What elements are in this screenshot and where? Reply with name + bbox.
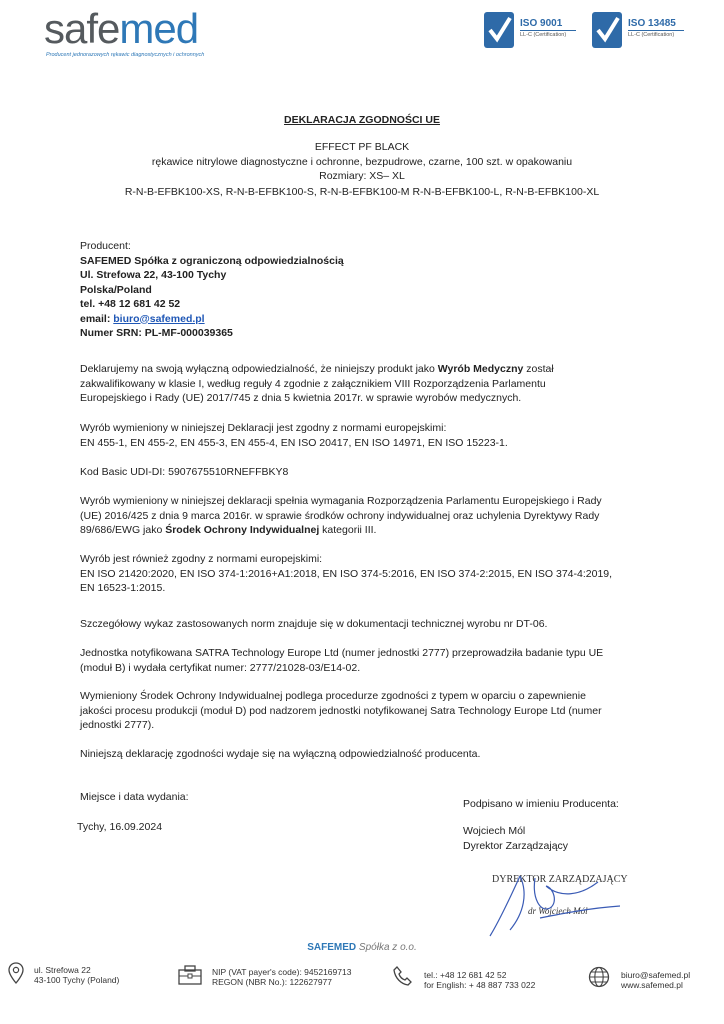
- registry-icon: [178, 965, 202, 985]
- footer-nip: NIP (VAT payer's code): 9452169713: [212, 967, 352, 977]
- text-bold: Środek Ochrony Indywidualnej: [165, 524, 320, 536]
- line: Europejskiego i Rady (UE) 2017/745 z dnia 5 kwietnia 2017r. w sprawie wyrobów medycznych.: [80, 392, 522, 404]
- footer-phones: [424, 970, 535, 990]
- line: jakości procesu produkcji (moduł D) pod nadzorem jednostki notyfikowanej Satra Technology Europe Ltd (numer: [80, 704, 602, 717]
- signer-role: Dyrektor Zarządzający: [463, 840, 569, 852]
- stamp-line-2: dr Wojciech Mól: [528, 906, 588, 916]
- company-logo: [44, 5, 244, 58]
- iso-9001-badge: [484, 12, 584, 54]
- producer-block: [80, 239, 640, 341]
- logo-wordmark: [44, 6, 198, 52]
- location-pin-icon: [8, 962, 24, 984]
- line: (UE) 2016/425 z dnia 9 marca 2016r. w sprawie środków ochrony indywidualnej oraz uchylenia Dyrektywy Rady: [80, 509, 600, 522]
- signer-name: Wojciech Mól: [463, 825, 526, 837]
- paragraph-declaration: [80, 362, 640, 406]
- line: Wyrób wymieniony w niniejszej Deklaracji jest zgodny z normami europejskimi:: [80, 422, 447, 434]
- line: jednostki 2777).: [80, 719, 155, 731]
- line: (moduł B) i wydała certyfikat numer: 2777/21028-03/E14-02.: [80, 661, 361, 674]
- producer-name: SAFEMED Spółka z ograniczoną odpowiedzialnością: [80, 254, 344, 267]
- producer-label: Producent:: [80, 240, 131, 252]
- signed-label: Podpisano w imieniu Producenta:: [463, 798, 619, 810]
- paragraph-tech-docs: Szczegółowy wykaz zastosowanych norm znajduje się w dokumentacji technicznej wyrobu nr DT-06.: [80, 618, 548, 630]
- iso-9001-underline: [520, 30, 576, 31]
- producer-tel: tel. +48 12 681 42 52: [80, 298, 181, 310]
- text: 89/686/EWG jako: [80, 524, 166, 536]
- iso-13485-badge: [592, 12, 692, 54]
- line: [80, 362, 640, 377]
- product-description: rękawice nitrylowe diagnostyczne i ochronne, bezpudrowe, czarne, 100 szt. w opakowaniu: [151, 156, 573, 168]
- footer-address-line-1: ul. Strefowa 22: [34, 965, 91, 975]
- producer-email-link[interactable]: biuro@safemed.pl: [113, 312, 205, 325]
- producer-email-label: email:: [80, 312, 114, 325]
- producer-srn: Numer SRN: PL-MF-000039365: [80, 327, 233, 339]
- paragraph-ppe-regulation: [80, 494, 640, 538]
- footer-company: [0, 942, 724, 953]
- globe-icon: [588, 966, 610, 988]
- line: Wyrób wymieniony w niniejszej deklaracji spełnia wymagania Rozporządzenia Parlamentu Europejskiego i Rady: [80, 495, 602, 507]
- product-sizes: Rozmiary: XS– XL: [319, 170, 405, 182]
- footer-company-name: SAFEMED: [307, 942, 357, 953]
- place-label: Miejsce i data wydania:: [80, 791, 189, 803]
- paragraph-notified-body: [80, 646, 640, 675]
- check-icon: [592, 12, 622, 50]
- text: został: [523, 363, 554, 375]
- line: Jednostka notyfikowana SATRA Technology Europe Ltd (numer jednostki 2777) przeprowadziła badanie typu UE: [80, 647, 604, 659]
- handwritten-signature: [480, 868, 640, 938]
- logo-med: med: [119, 5, 199, 52]
- line: EN 455-1, EN 455-2, EN 455-3, EN 455-4, EN ISO 20417, EN ISO 14971, EN ISO 15223-1.: [80, 436, 508, 449]
- footer-address: [34, 965, 119, 985]
- paragraph-ppe-standards: [80, 552, 640, 596]
- doc-title: DEKLARACJA ZGODNOŚCI UE: [284, 114, 440, 126]
- footer-regon: REGON (NBR No.): 122627977: [212, 977, 332, 987]
- stamp-line-1: DYREKTOR ZARZĄDZAJĄCY: [492, 874, 628, 885]
- footer-company-form: Spółka z o.o.: [356, 942, 417, 953]
- paragraph-conformity: [80, 689, 640, 733]
- producer-country: Polska/Poland: [80, 283, 152, 296]
- paragraph-udi: Kod Basic UDI-DI: 5907675510RNEFFBKY8: [80, 466, 289, 478]
- producer-email-row: [80, 312, 640, 327]
- footer-tel-english: for English: + 48 887 733 022: [424, 980, 536, 990]
- paragraph-standards: [80, 421, 640, 450]
- line: zakwalifikowany w klasie I, według reguły 4 zgodnie z załącznikiem VIII Rozporządzenia Parlamentu: [80, 377, 546, 390]
- check-icon: [484, 12, 514, 50]
- line: EN 16523-1:2015.: [80, 582, 166, 594]
- product-codes: R-N-B-EFBK100-XS, R-N-B-EFBK100-S, R-N-B-EFBK100-M R-N-B-EFBK100-L, R-N-B-EFBK100-XL: [124, 186, 600, 198]
- iso-13485-underline: [628, 30, 684, 31]
- footer-address-line-2: 43-100 Tychy (Poland): [34, 975, 120, 985]
- logo-tagline: Producent jednorazowych rękawic diagnostycznych i ochronnych: [46, 52, 205, 58]
- logo-safe: safe: [44, 5, 120, 52]
- iso-13485-title: ISO 13485: [628, 18, 676, 29]
- paragraph-responsibility: Niniejszą deklarację zgodności wydaje się na wyłączną odpowiedzialność producenta.: [80, 748, 481, 760]
- place-value: Tychy, 16.09.2024: [77, 821, 163, 833]
- line: Wymieniony Środek Ochrony Indywidualnej podlega procedurze zgodności z typem w oparciu o zapewnienie: [80, 690, 586, 702]
- footer-web: [621, 970, 690, 990]
- footer-website[interactable]: www.safemed.pl: [621, 980, 683, 990]
- iso-9001-title: ISO 9001: [520, 18, 563, 29]
- product-name: EFFECT PF BLACK: [314, 141, 410, 153]
- iso-9001-sub: LL-C (Certification): [520, 32, 567, 38]
- line: [80, 523, 640, 538]
- footer-registry: [212, 967, 351, 987]
- text: Deklarujemy na swoją wyłączną odpowiedzialność, że niniejszy produkt jako: [80, 363, 438, 375]
- iso-13485-sub: LL-C (Certification): [628, 32, 675, 38]
- phone-icon: [392, 965, 412, 987]
- line: EN ISO 21420:2020, EN ISO 374-1:2016+A1:2018, EN ISO 374-5:2016, EN ISO 374-2:2015, EN ISO 374-4:2019,: [80, 567, 613, 580]
- line: Wyrób jest również zgodny z normami europejskimi:: [80, 553, 323, 565]
- text-bold: Wyrób Medyczny: [437, 363, 524, 375]
- producer-street: Ul. Strefowa 22, 43-100 Tychy: [80, 269, 227, 281]
- footer-email[interactable]: biuro@safemed.pl: [621, 970, 691, 980]
- text: kategorii III.: [319, 524, 377, 536]
- footer-tel: tel.: +48 12 681 42 52: [424, 970, 507, 980]
- signature-stamp: [480, 868, 640, 938]
